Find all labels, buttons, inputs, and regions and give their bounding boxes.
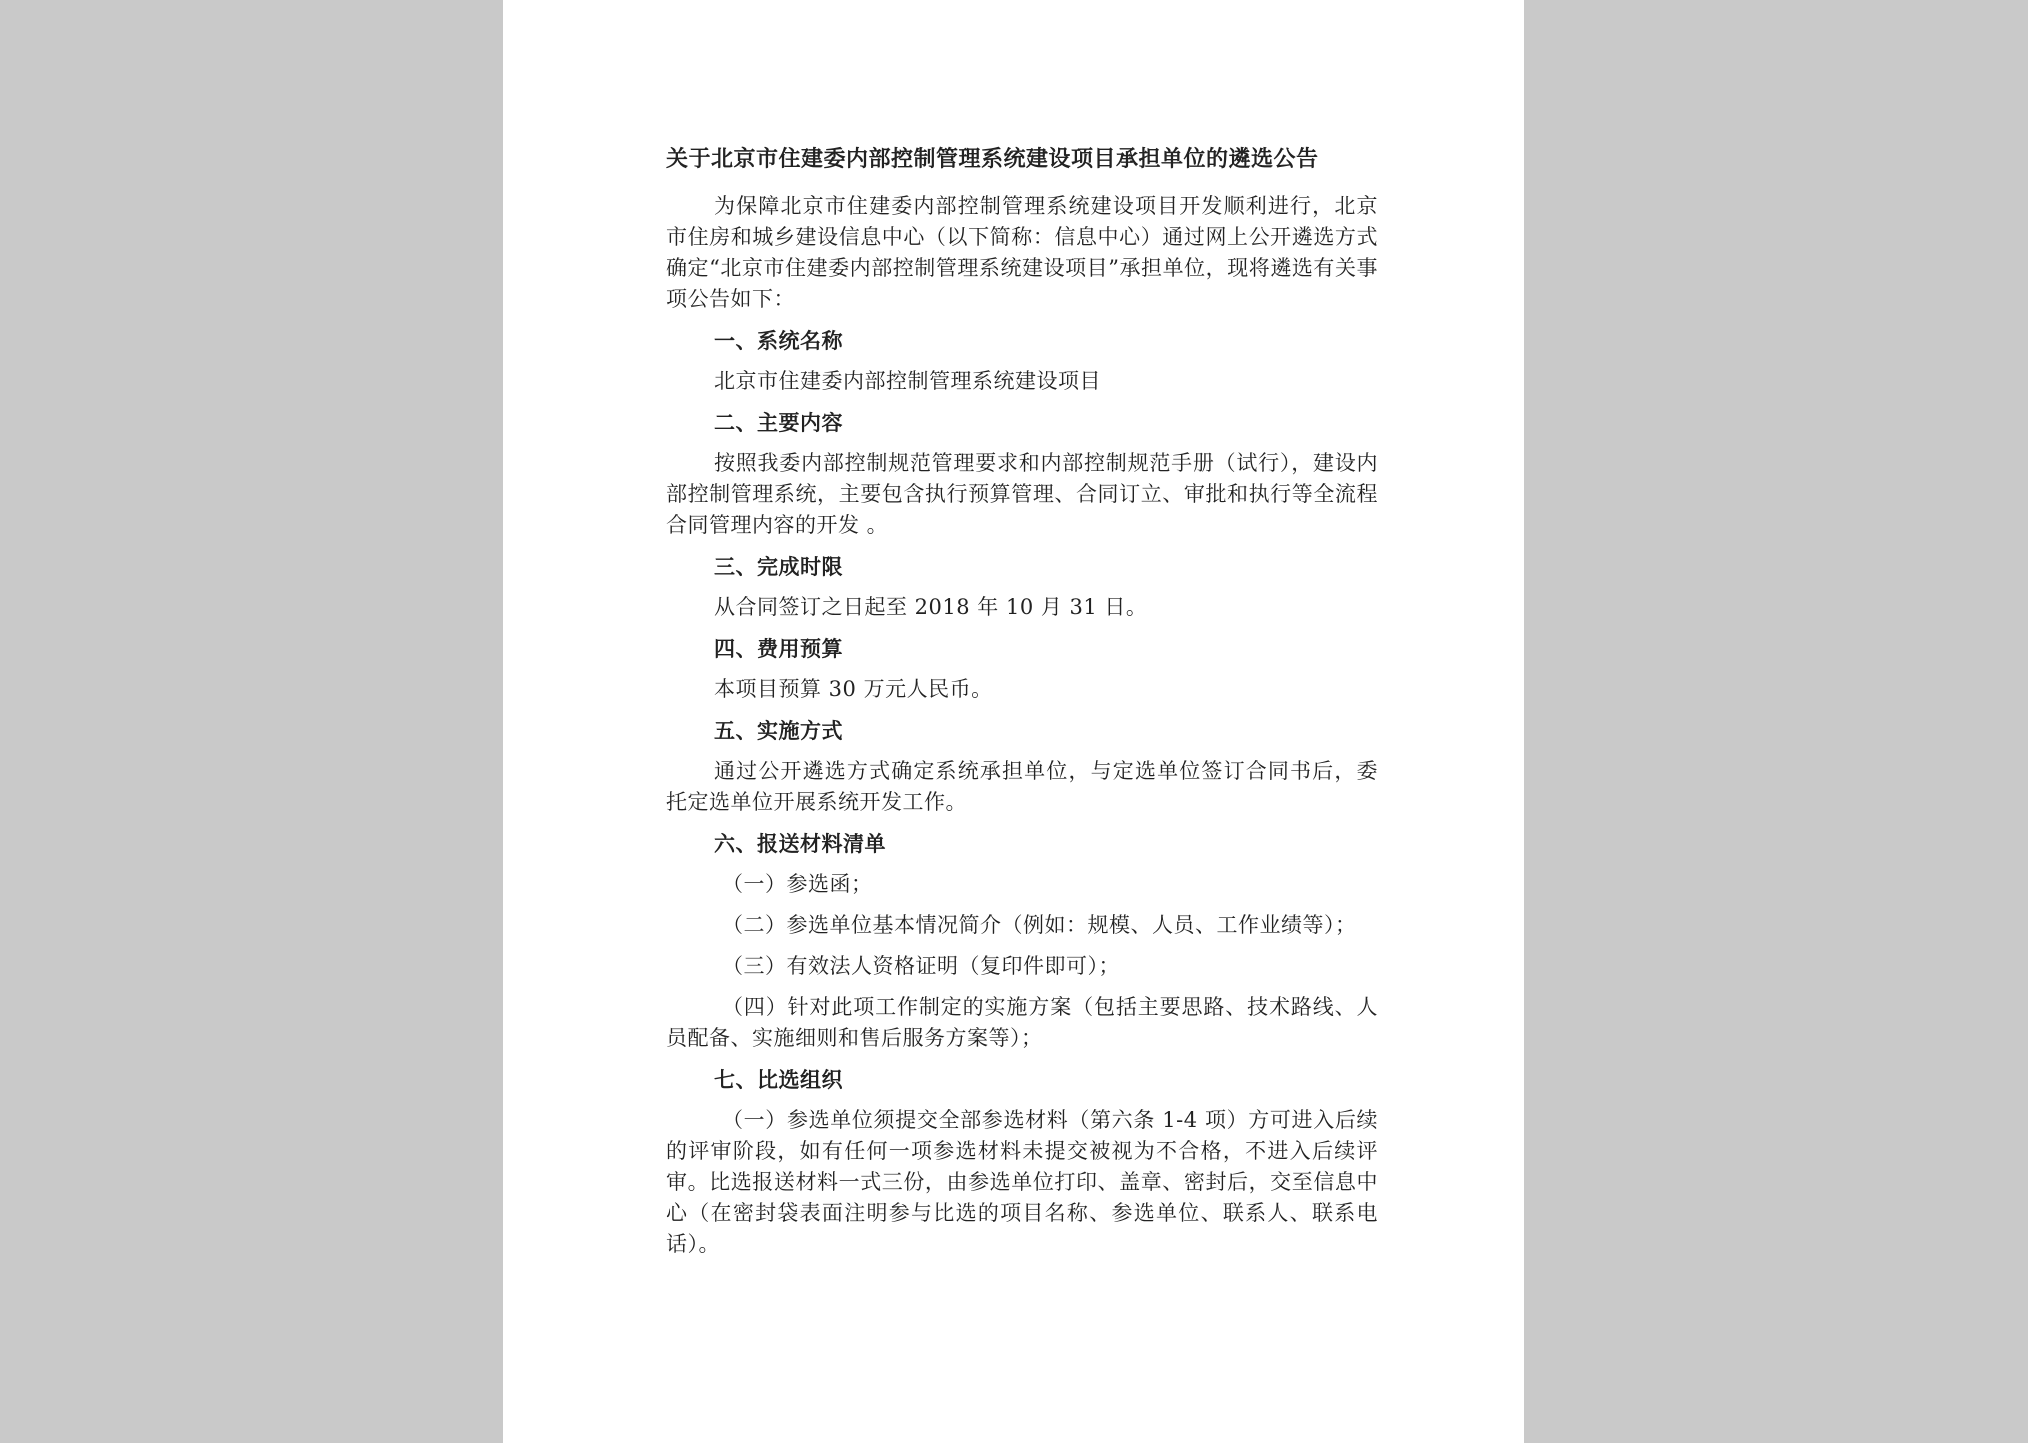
- document-page: [503, 0, 1524, 1443]
- section-content-3: 从合同签订之日起至 2018 年 10 月 31 日。: [714, 595, 1148, 619]
- materials-item-3: （三）有效法人资格证明（复印件即可）；: [722, 954, 1120, 978]
- section-content-2: 按照我委内部控制规范管理要求和内部控制规范手册（试行），建设内部控制管理系统，主要包含执行预算管理、合同订立、审批和执行等全流程合同管理内容的开发 。: [666, 451, 1378, 537]
- section-heading-2: 二、主要内容: [714, 410, 843, 435]
- section-heading-7: 七、比选组织: [714, 1067, 843, 1092]
- section-content-4: 本项目预算 30 万元人民币。: [714, 677, 993, 701]
- materials-item-4: （四）针对此项工作制定的实施方案（包括主要思路、技术路线、人员配备、实施细则和售后服务方案等）；: [666, 995, 1378, 1050]
- materials-item-1: （一）参选函；: [722, 872, 873, 896]
- section-heading-1: 一、系统名称: [714, 328, 843, 353]
- section-content-1: 北京市住建委内部控制管理系统建设项目: [714, 369, 1101, 393]
- section-heading-5: 五、实施方式: [714, 718, 843, 743]
- intro-paragraph: 为保障北京市住建委内部控制管理系统建设项目开发顺利进行，北京市住房和城乡建设信息中心（以下简称：信息中心）通过网上公开遴选方式确定“北京市住建委内部控制管理系统建设项目”承担单位，现将遴选有关事项公告如下：: [666, 194, 1378, 311]
- section-content-5: 通过公开遴选方式确定系统承担单位，与定选单位签订合同书后，委托定选单位开展系统开发工作。: [666, 759, 1378, 814]
- organization-item-1: （一）参选单位须提交全部参选材料（第六条 1-4 项）方可进入后续的评审阶段，如有任何一项参选材料未提交被视为不合格，不进入后续评审。比选报送材料一式三份，由参选单位打印、盖章、密封后，交至信息中心（在密封袋表面注明参与比选的项目名称、参选单位、联系人、联系电话）。: [666, 1108, 1378, 1256]
- materials-item-2: （二）参选单位基本情况简介（例如：规模、人员、工作业绩等）；: [722, 913, 1357, 937]
- section-heading-4: 四、费用预算: [714, 636, 843, 661]
- section-heading-6: 六、报送材料清单: [714, 831, 886, 856]
- document-title: 关于北京市住建委内部控制管理系统建设项目承担单位的遴选公告: [666, 146, 1319, 172]
- section-heading-3: 三、完成时限: [714, 554, 843, 579]
- document-content: [666, 142, 1378, 1270]
